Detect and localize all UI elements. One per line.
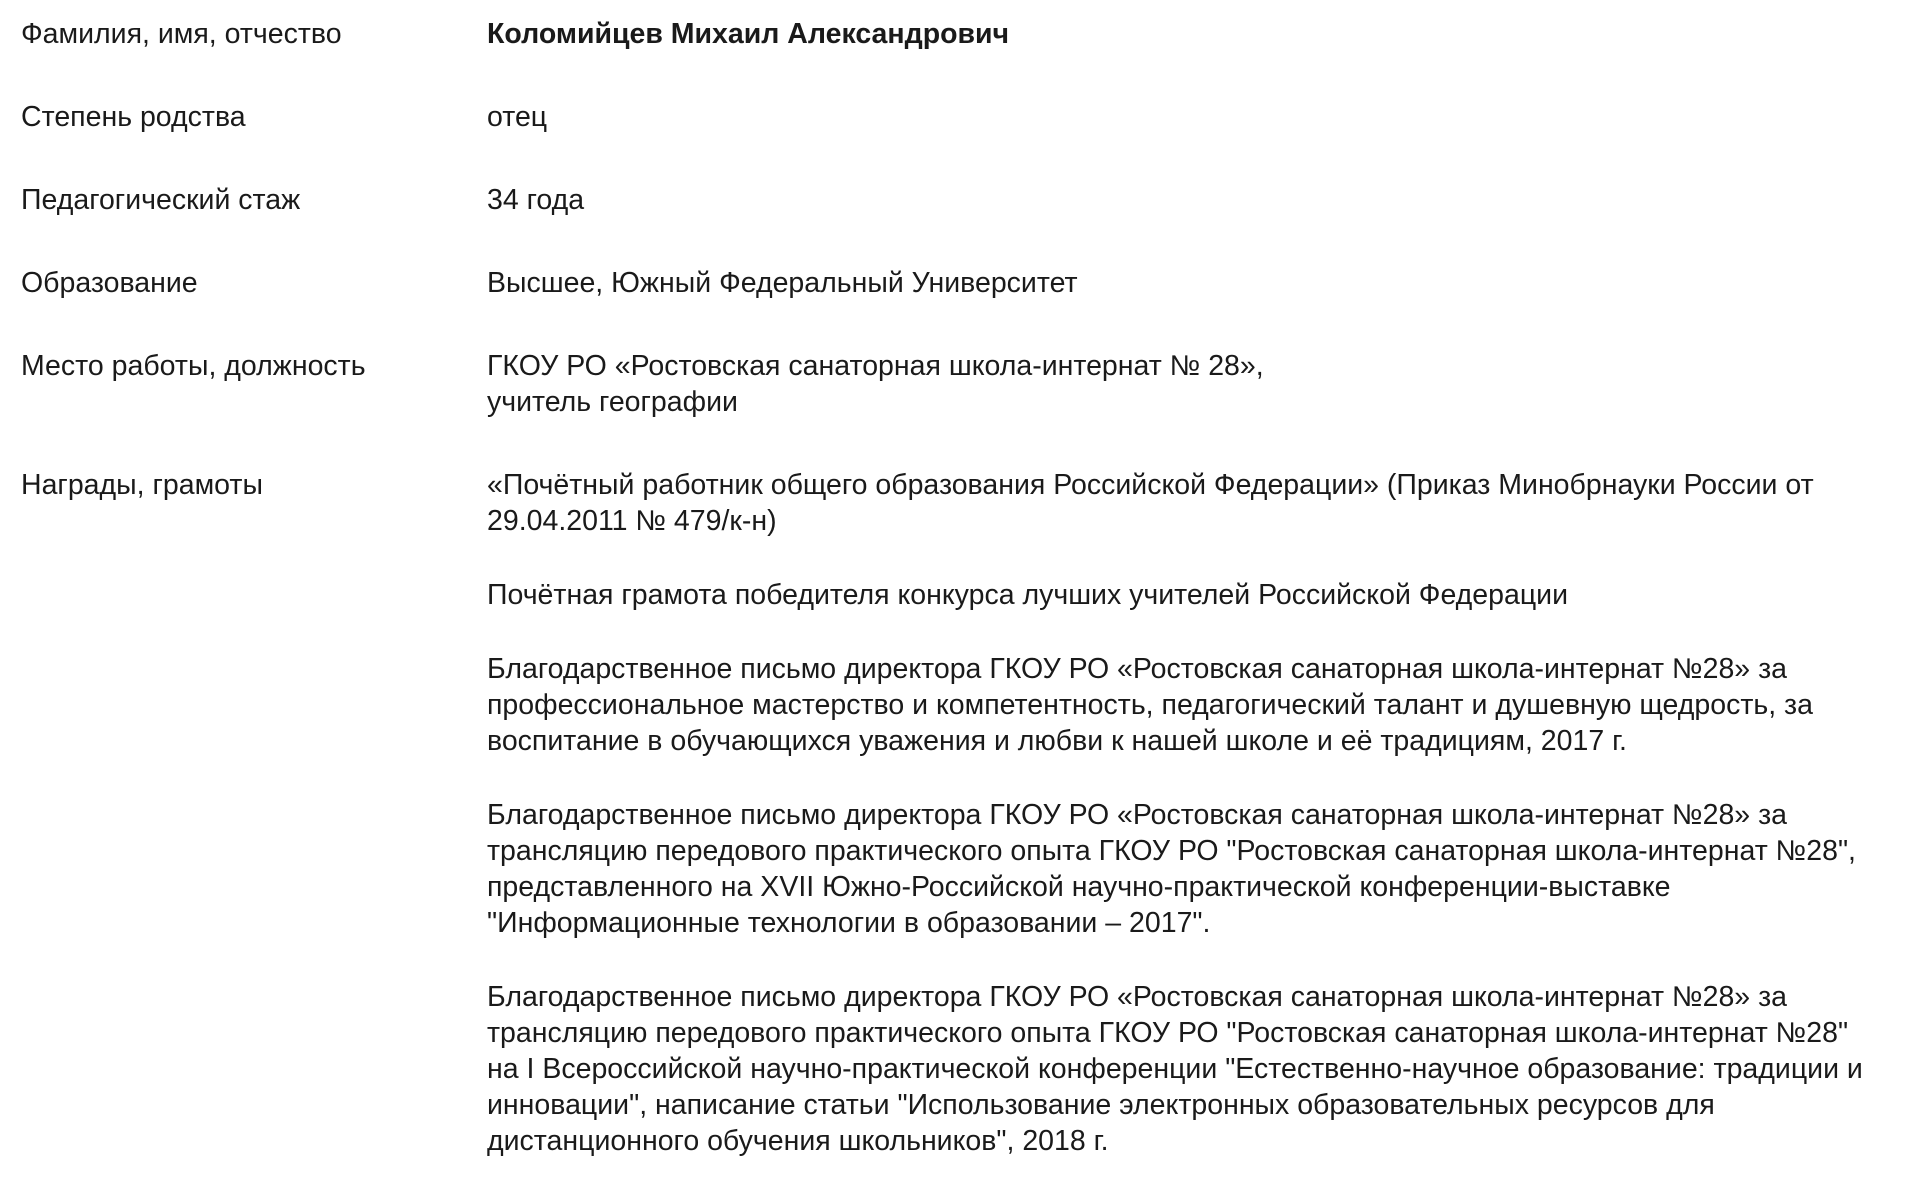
workplace-position: учитель географии — [487, 386, 738, 418]
workplace-value — [487, 348, 1887, 420]
awards-list — [487, 467, 1887, 1159]
row-education — [0, 265, 1906, 301]
experience-label: Педагогический стаж — [21, 184, 301, 216]
workplace-label: Место работы, должность — [21, 350, 366, 382]
experience-value: 34 года — [487, 184, 585, 216]
row-relation — [0, 99, 1906, 135]
relation-label: Степень родства — [21, 101, 246, 133]
award-item: Благодарственное письмо директора ГКОУ РО «Ростовская санаторная школа-интернат №28» за трансляцию передового практического опыта ГКОУ РО "Ростовская санаторная школа-интернат №28", представленного на XVII Южно-Российской научно-практической конференции-выставке "Информационные технологии в образовании – 2017". — [487, 799, 1856, 939]
row-experience — [0, 182, 1906, 218]
awards-label: Награды, грамоты — [21, 469, 263, 501]
workplace-organization: ГКОУ РО «Ростовская санаторная школа-интернат № 28», — [487, 350, 1264, 382]
award-item: Благодарственное письмо директора ГКОУ РО «Ростовская санаторная школа-интернат №28» за профессиональное мастерство и компетентность, педагогический талант и душевную щедрость, за воспитание в обучающихся уважения и любви к нашей школе и её традициям, 2017 г. — [487, 653, 1813, 757]
relation-value: отец — [487, 101, 548, 133]
education-label: Образование — [21, 267, 198, 299]
education-value: Высшее, Южный Федеральный Университет — [487, 267, 1078, 299]
award-item: Благодарственное письмо директора ГКОУ РО «Ростовская санаторная школа-интернат №28» за трансляцию передового практического опыта ГКОУ РО "Ростовская санаторная школа-интернат №28" на I Всероссийской научно-практической конференции "Естественно-научное образование: традиции и инновации", написание статьи "Использование электронных образовательных ресурсов для дистанционного обучения школьников", 2018 г. — [487, 981, 1863, 1157]
row-workplace — [0, 348, 1906, 420]
award-item: «Почётный работник общего образования Российской Федерации» (Приказ Минобрнауки России от 29.04.2011 № 479/к-н) — [487, 469, 1814, 537]
row-awards — [0, 467, 1906, 1159]
award-item: Почётная грамота победителя конкурса лучших учителей Российской Федерации — [487, 579, 1569, 611]
full-name-value: Коломийцев Михаил Александрович — [487, 18, 1010, 50]
full-name-label: Фамилия, имя, отчество — [21, 18, 342, 50]
row-full-name — [0, 16, 1906, 52]
